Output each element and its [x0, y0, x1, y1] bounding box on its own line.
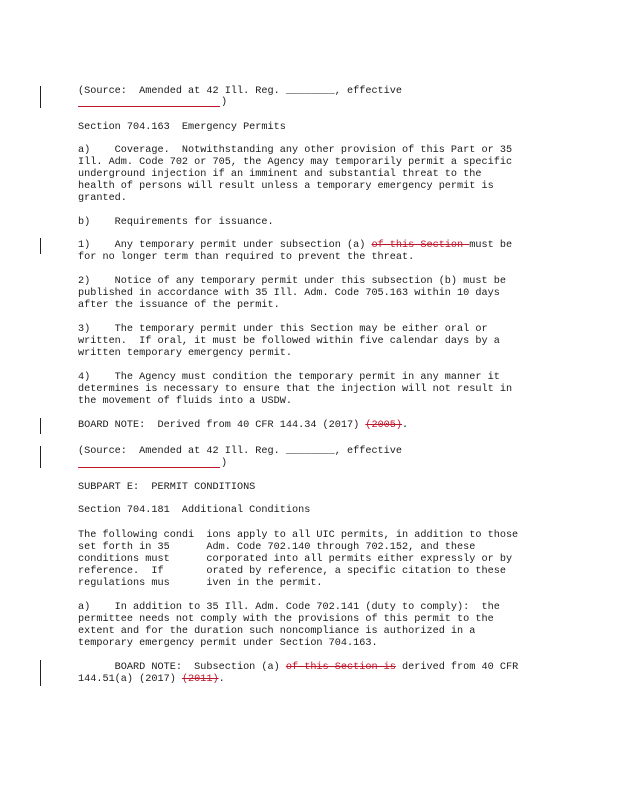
change-bar — [40, 238, 41, 254]
effective-date-blank — [78, 106, 220, 107]
paragraph-line: written temporary emergency permit. — [78, 348, 292, 359]
board-note — [78, 674, 540, 686]
paragraph-line: 4) The Agency must condition the temporary permit in any manner it — [78, 372, 500, 383]
source-note-close: ) — [221, 458, 228, 469]
change-bar — [40, 418, 41, 434]
paragraph-line: temporary emergency permit under Section 704.163. — [78, 638, 378, 649]
paragraph-line: written. If oral, it must be followed within five calendar days by a — [78, 336, 500, 347]
paragraph-line: health of persons will result unless a temporary emergency permit is — [78, 181, 494, 192]
paragraph-line: after the issuance of the permit. — [78, 300, 280, 311]
subpart-heading: SUBPART E: PERMIT CONDITIONS — [78, 482, 256, 493]
board-note — [78, 662, 540, 674]
struck-text: (2005) — [365, 420, 403, 431]
subsection-heading: b) Requirements for issuance. — [78, 217, 274, 228]
paragraph-line: conditions must corporated into all permits either expressly or by — [78, 554, 513, 565]
change-bar — [40, 446, 41, 468]
struck-text: of this Section is — [285, 662, 396, 673]
struck-text: (2011) — [181, 674, 219, 685]
board-note — [78, 420, 540, 432]
paragraph-line: Ill. Adm. Code 702 or 705, the Agency may temporarily permit a specific — [78, 157, 513, 168]
text-run: 1) Any temporary permit under subsection (a) — [78, 240, 372, 251]
struck-text: of this Section — [371, 240, 470, 251]
text-run: 144.51(a) (2017) — [78, 674, 182, 685]
source-note: (Source: Amended at 42 Ill. Reg. ________, effective — [78, 446, 403, 457]
text-run: BOARD NOTE: Subsection (a) — [78, 662, 286, 673]
paragraph-line: reference. If orated by reference, a specific citation to these — [78, 566, 506, 577]
paragraph-line: determines is necessary to ensure that the injection will not result in — [78, 384, 513, 395]
paragraph-line: 3) The temporary permit under this Section may be either oral or — [78, 324, 488, 335]
paragraph-line: for no longer term than required to prevent the threat. — [78, 252, 415, 263]
paragraph-line: the movement of fluids into a USDW. — [78, 396, 292, 407]
source-note: (Source: Amended at 42 Ill. Reg. ________, effective — [78, 86, 403, 97]
section-heading: Section 704.181 Additional Conditions — [78, 505, 311, 516]
change-bar — [40, 86, 41, 108]
text-run: BOARD NOTE: Derived from 40 CFR 144.34 (2017) — [78, 420, 366, 431]
source-note-close: ) — [221, 97, 228, 108]
change-bar — [40, 660, 41, 686]
paragraph-line: underground injection if an imminent and substantial threat to the — [78, 169, 482, 180]
paragraph-line: a) In addition to 35 Ill. Adm. Code 702.141 (duty to comply): the — [78, 602, 500, 613]
paragraph-line: 2) Notice of any temporary permit under this subsection (b) must be — [78, 276, 506, 287]
section-heading: Section 704.163 Emergency Permits — [78, 122, 286, 133]
text-run: . — [402, 420, 409, 431]
text-run: must be — [469, 240, 513, 251]
paragraph-line: published in accordance with 35 Ill. Adm. Code 705.163 within 10 days — [78, 288, 500, 299]
paragraph-line: The following condi ions apply to all UIC permits, in addition to those — [78, 530, 519, 541]
paragraph-line: granted. — [78, 193, 127, 204]
text-run: derived from 40 CFR — [395, 662, 519, 673]
text-run: . — [218, 674, 225, 685]
paragraph-line: set forth in 35 Adm. Code 702.140 through 702.152, and these — [78, 542, 476, 553]
paragraph-line: permittee needs not comply with the provisions of this permit to the — [78, 614, 494, 625]
effective-date-blank — [78, 467, 220, 468]
paragraph-line: a) Coverage. Notwithstanding any other provision of this Part or 35 — [78, 145, 513, 156]
paragraph-line: extent and for the duration such noncompliance is authorized in a — [78, 626, 476, 637]
paragraph-line — [78, 240, 540, 252]
paragraph-line: regulations mus iven in the permit. — [78, 578, 323, 589]
